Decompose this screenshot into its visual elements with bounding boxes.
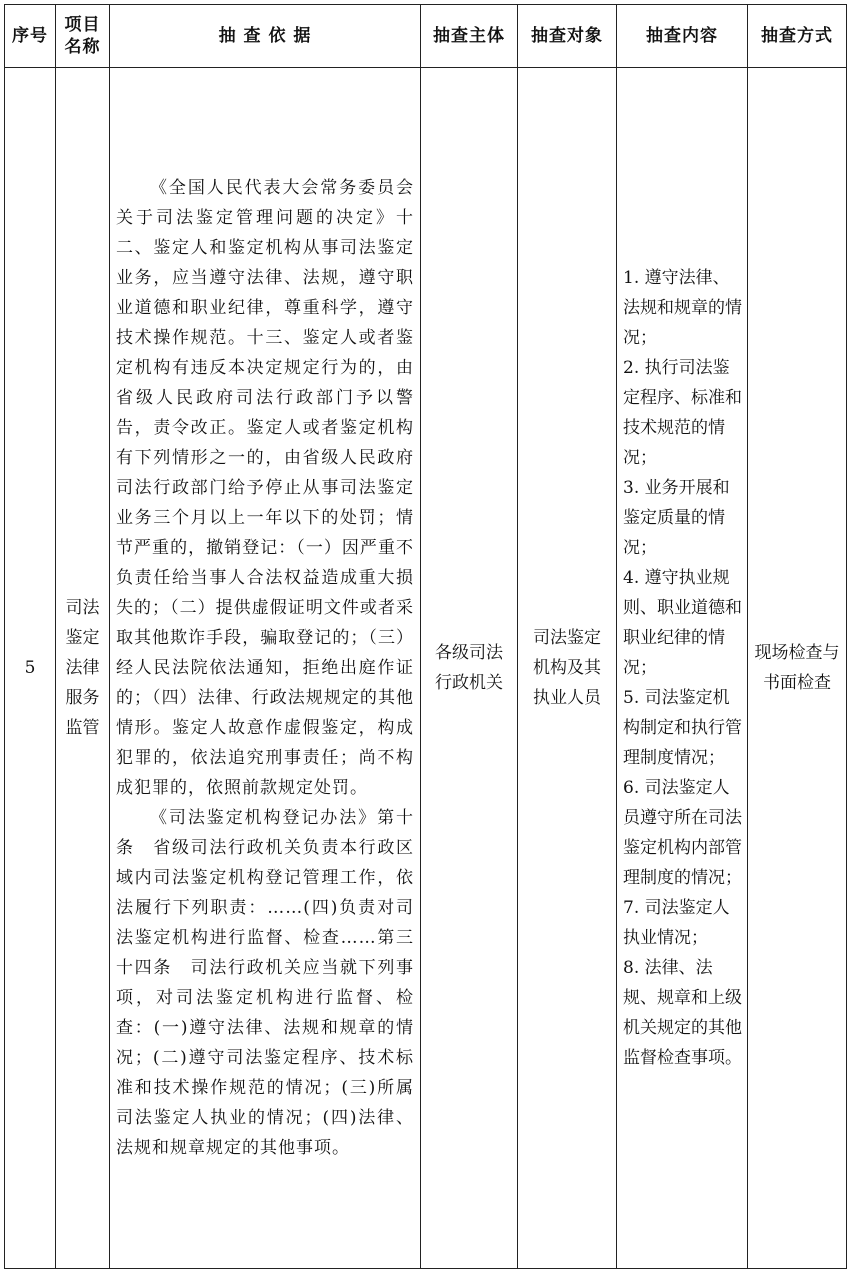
method-line: 书面检查	[763, 673, 831, 693]
object-line: 执业人员	[533, 688, 601, 708]
list-item: 4. 遵守执业规则、职业道德和职业纪律的情况；	[623, 568, 742, 678]
header-content: 抽查内容	[617, 5, 748, 68]
subject-line: 各级司法	[435, 643, 503, 663]
header-seq: 序号	[5, 5, 56, 68]
header-object: 抽查对象	[518, 5, 617, 68]
name-line: 法律	[65, 658, 100, 678]
header-row	[5, 5, 847, 68]
name-line: 鉴定	[65, 628, 100, 648]
header-name	[56, 5, 110, 68]
basis-paragraph: 《全国人民代表大会常务委员会关于司法鉴定管理问题的决定》十二、鉴定人和鉴定机构从事司法鉴定业务，应当遵守法律、法规，遵守职业道德和职业纪律，尊重科学，遵守技术操作规范。十三、鉴定人或者鉴定机构有违反本决定规定行为的，由省级人民政府司法行政部门予以警告，责令改正。鉴定人或者鉴定机构有下列情形之一的，由省级人民政府司法行政部门给予停止从事司法鉴定业务三个月以上一年以下的处罚；情节严重的，撤销登记：（一）因严重不负责任给当事人合法权益造成重大损失的；（二）提供虚假证明文件或者采取其他欺诈手段，骗取登记的；（三）经人民法院依法通知，拒绝出庭作证的；（四）法律、行政法规规定的其他情形。鉴定人故意作虚假鉴定，构成犯罪的，依法追究刑事责任；尚不构成犯罪的，依照前款规定处罚。	[116, 178, 414, 798]
cell-method	[748, 68, 847, 1269]
header-basis: 抽 查 依 据	[110, 5, 421, 68]
cell-name	[56, 68, 110, 1269]
table-row	[5, 68, 847, 1269]
list-item: 2. 执行司法鉴定程序、标准和技术规范的情况；	[623, 358, 742, 468]
list-item: 1. 遵守法律、法规和规章的情况；	[623, 268, 742, 348]
header-name-line2: 名称	[64, 37, 101, 57]
cell-content	[617, 68, 748, 1269]
list-item: 5. 司法鉴定机构制定和执行管理制度情况；	[623, 688, 742, 768]
inspection-table	[4, 4, 847, 1269]
header-method: 抽查方式	[748, 5, 847, 68]
content-list	[617, 263, 747, 1073]
cell-subject	[421, 68, 518, 1269]
name-line: 司法	[65, 598, 100, 618]
basis-text	[110, 173, 420, 1163]
list-item: 6. 司法鉴定人员遵守所在司法鉴定机构内部管理制度的情况；	[623, 778, 742, 888]
method-line: 现场检查与	[754, 643, 840, 663]
list-item: 8. 法律、法规、规章和上级机关规定的其他监督检查事项。	[623, 958, 742, 1068]
list-item: 7. 司法鉴定人执业情况；	[623, 898, 730, 948]
basis-paragraph: 《司法鉴定机构登记办法》第十条 省级司法行政机关负责本行政区域内司法鉴定机构登记管理工作，依法履行下列职责：……(四)负责对司法鉴定机构进行监督、检查……第三十四条 司法行政机关应当就下列事项，对司法鉴定机构进行监督、检查：(一)遵守法律、法规和规章的情况；(二)遵守司法鉴定程序、技术标准和技术操作规范的情况；(三)所属司法鉴定人执业的情况；(四)法律、法规和规章规定的其他事项。	[116, 808, 414, 1158]
name-line: 服务	[65, 688, 100, 708]
cell-basis	[110, 68, 421, 1269]
cell-seq: 5	[5, 68, 56, 1269]
name-line: 监管	[65, 718, 100, 738]
subject-line: 行政机关	[435, 673, 503, 693]
object-line: 机构及其	[533, 658, 601, 678]
cell-object	[518, 68, 617, 1269]
object-line: 司法鉴定	[533, 628, 601, 648]
header-name-line1: 项目	[64, 15, 101, 35]
list-item: 3. 业务开展和鉴定质量的情况；	[623, 478, 730, 558]
header-subject: 抽查主体	[421, 5, 518, 68]
